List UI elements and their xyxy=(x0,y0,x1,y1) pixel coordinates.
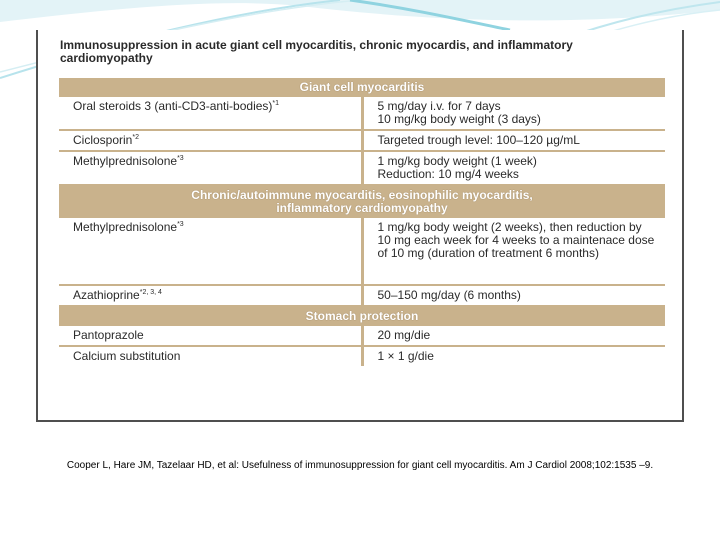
drug-cell xyxy=(59,218,362,285)
section-header: Giant cell myocarditis xyxy=(59,78,665,97)
dose-cell xyxy=(362,346,665,366)
drug-name: Pantoprazole xyxy=(73,328,144,342)
table-row xyxy=(59,346,665,366)
drug-name: Calcium substitution xyxy=(73,349,181,363)
drug-cell xyxy=(59,97,362,130)
dose-cell xyxy=(362,151,665,185)
table-row xyxy=(59,326,665,346)
dose-text: 1 × 1 g/die xyxy=(377,349,434,363)
table-row xyxy=(59,151,665,185)
section-header: Stomach protection xyxy=(59,306,665,326)
footnote-marker: *2 xyxy=(132,134,139,141)
dose-text: 5 mg/day i.v. for 7 days 10 mg/kg body weight (3 days) xyxy=(377,99,541,126)
table-document-image xyxy=(36,30,684,422)
table-row xyxy=(59,285,665,306)
drug-cell xyxy=(59,130,362,151)
dose-cell xyxy=(362,285,665,306)
section-header-row xyxy=(59,185,665,218)
dose-cell xyxy=(362,326,665,346)
drug-name: Methylprednisolone xyxy=(73,154,178,168)
dose-text: 1 mg/kg body weight (1 week) Reduction: 10 mg/4 weeks xyxy=(377,154,537,181)
drug-cell xyxy=(59,326,362,346)
drug-name: Oral steroids 3 (anti-CD3-anti-bodies) xyxy=(73,99,273,113)
drug-name: Ciclosporin xyxy=(73,133,133,147)
drug-cell xyxy=(59,151,362,185)
drug-name: Azathioprine xyxy=(73,288,140,302)
drug-cell xyxy=(59,346,362,366)
section-header: Chronic/autoimmune myocarditis, eosinophilic myocarditis, inflammatory cardiomyopathy xyxy=(59,185,665,218)
dose-text: 1 mg/kg body weight (2 weeks), then reduction by 10 mg each week for 4 weeks to a maintenace dose of 10 mg (duration of treatment 6 months) xyxy=(377,220,655,260)
footnote-marker: *2, 3, 4 xyxy=(139,289,162,296)
swoosh-band-light xyxy=(0,0,720,22)
dose-cell xyxy=(362,218,665,285)
table-row xyxy=(59,97,665,130)
dose-cell xyxy=(362,97,665,130)
section-header-row xyxy=(59,78,665,97)
citation-caption: Cooper L, Hare JM, Tazelaar HD, et al: Usefulness of immunosuppression for giant cell myocarditis. Am J Cardiol 2008;102:1535 –9. xyxy=(66,460,654,471)
dose-cell xyxy=(362,130,665,151)
footnote-marker: *3 xyxy=(177,155,184,162)
section-header-row xyxy=(59,306,665,326)
dose-text: 20 mg/die xyxy=(377,328,431,342)
table-row xyxy=(59,130,665,151)
dose-text: 50–150 mg/day (6 months) xyxy=(377,288,521,302)
table-title: Immunosuppression in acute giant cell myocarditis, chronic myocardis, and inflammatory cardiomyopathy xyxy=(60,38,573,65)
dose-text: Targeted trough level: 100–120 µg/mL xyxy=(377,133,580,147)
drug-name: Methylprednisolone xyxy=(73,220,178,234)
immunosuppression-table xyxy=(59,78,665,366)
drug-cell xyxy=(59,285,362,306)
footnote-marker: *1 xyxy=(272,100,280,107)
table-row xyxy=(59,218,665,285)
footnote-marker: *3 xyxy=(177,221,184,228)
